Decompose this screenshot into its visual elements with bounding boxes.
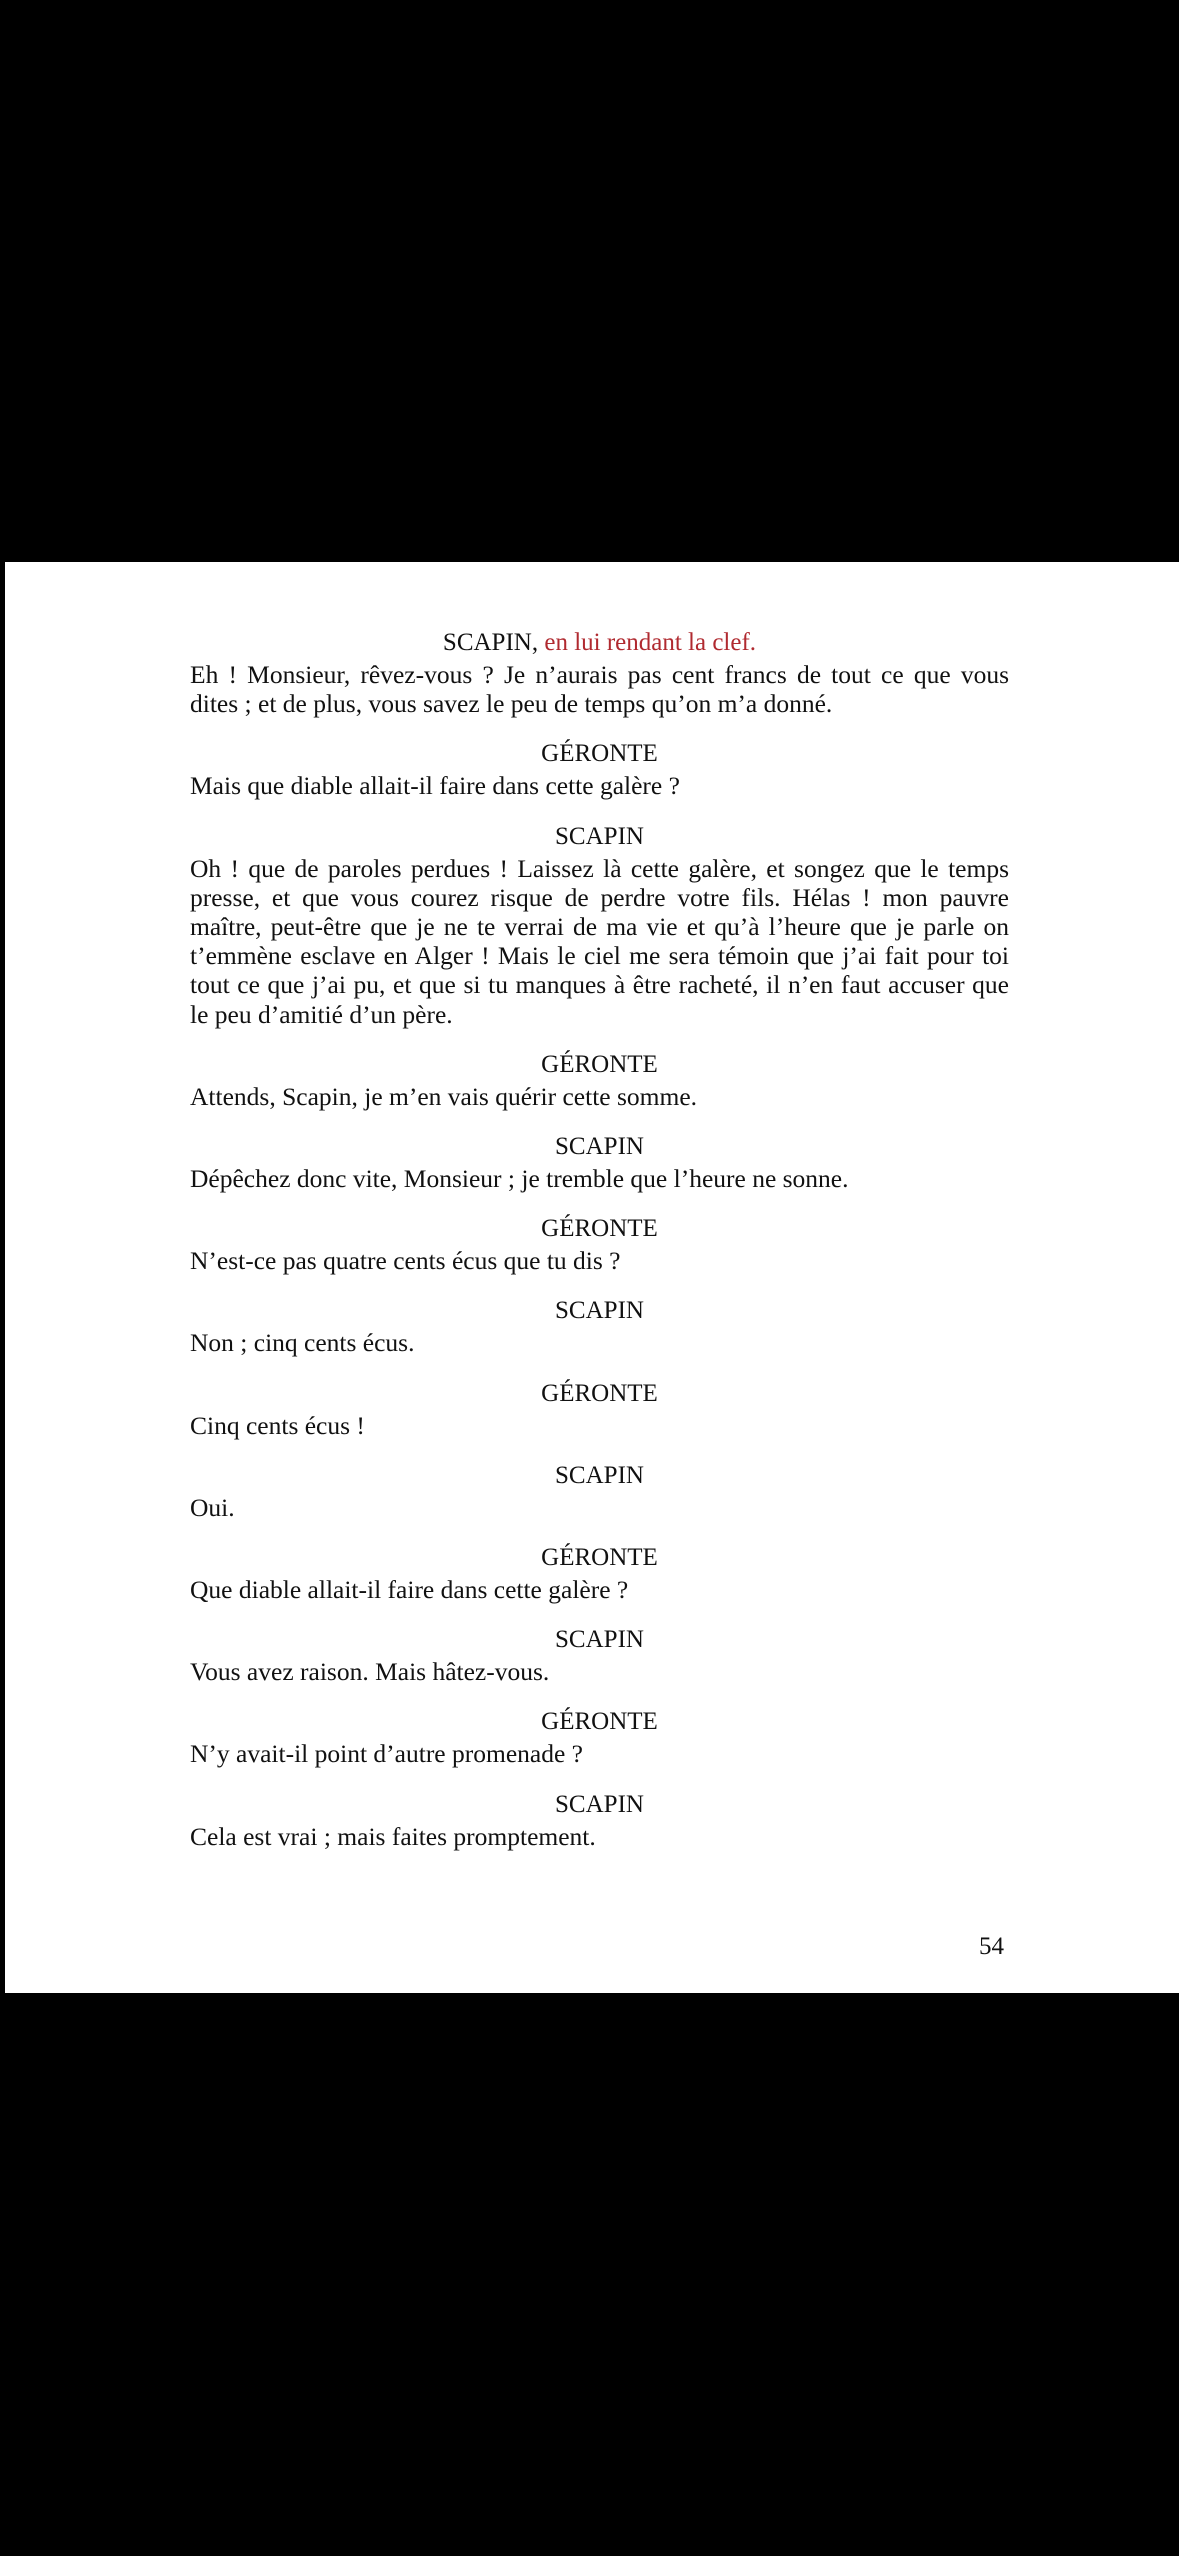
dialogue-block: [190, 739, 1009, 800]
dialogue-block: [190, 628, 1009, 718]
speaker-separator: ,: [531, 629, 545, 656]
dialogue-text: Attends, Scapin, je m’en vais quérir cette somme.: [190, 1081, 698, 1111]
page-number: 54: [979, 1933, 1004, 1960]
speaker-name: GÉRONTE: [541, 1544, 658, 1572]
dialogue-block: [190, 1132, 1009, 1193]
speaker-name: GÉRONTE: [541, 1050, 658, 1078]
dialogue-text: Cela est vrai ; mais faites promptement.: [190, 1821, 596, 1851]
speaker-name: SCAPIN: [555, 1297, 644, 1325]
dialogue-block: [190, 1790, 1009, 1851]
speaker-heading: [190, 628, 1009, 657]
book-page: [5, 562, 1179, 1993]
dialogue-block: [190, 1707, 1009, 1768]
dialogue-text: Oui.: [190, 1492, 235, 1522]
speaker-name: GÉRONTE: [541, 1708, 658, 1736]
dialogue-text: Non ; cinq cents écus.: [190, 1328, 415, 1358]
dialogue-text: Oh ! que de paroles perdues ! Laissez là cette galère, et songez que le temps presse, et que vous courez risque de perdre votre fils. Hélas ! mon pauvre maître, peut-être que je ne te verrai de ma vie et qu’à l’heure que je parle on t’emmène esclave en Alger ! Mais le ciel me sera témoin que j’ai fait pour toi tout ce que j’ai pu, et que si tu manques à être racheté, il n’en faut accuser que le peu d’amitié d’un père.: [190, 853, 1009, 1029]
dialogue-text: N’y avait-il point d’autre promenade ?: [190, 1739, 583, 1769]
speaker-name: SCAPIN: [555, 1626, 644, 1654]
dialogue-block: [190, 1296, 1009, 1357]
dialogue-block: [190, 1050, 1009, 1111]
dialogue-text: Dépêchez donc vite, Monsieur ; je tremble que l’heure ne sonne.: [190, 1164, 849, 1194]
dialogue-text: Eh ! Monsieur, rêvez-vous ? Je n’aurais pas cent francs de tout ce que vous dites ; et de plus, vous savez le peu de temps qu’on m’a donné.: [190, 660, 1009, 719]
dialogue-text: N’est-ce pas quatre cents écus que tu dis ?: [190, 1246, 621, 1276]
dialogue-block: [190, 1379, 1009, 1440]
speaker-name: SCAPIN: [442, 629, 532, 656]
speaker-name: GÉRONTE: [541, 1379, 658, 1407]
speaker-name: SCAPIN: [555, 1461, 644, 1489]
dialogue-text: Cinq cents écus !: [190, 1410, 365, 1440]
dialogue-block: [190, 1461, 1009, 1522]
speaker-name: GÉRONTE: [541, 1215, 658, 1243]
dialogue-block: [190, 1625, 1009, 1686]
speaker-name: SCAPIN: [555, 1133, 644, 1161]
dialogue-text: Vous avez raison. Mais hâtez-vous.: [190, 1657, 550, 1687]
dialogue-text: Que diable allait-il faire dans cette galère ?: [190, 1575, 629, 1605]
dialogue-block: [190, 822, 1009, 1029]
dialogue-column: [190, 628, 1009, 1872]
dialogue-text: Mais que diable allait-il faire dans cette galère ?: [190, 771, 680, 801]
speaker-name: SCAPIN: [555, 822, 644, 850]
speaker-name: SCAPIN: [555, 1790, 644, 1818]
speaker-name: GÉRONTE: [541, 740, 658, 768]
stage-direction: en lui rendant la clef.: [544, 629, 757, 656]
dialogue-block: [190, 1214, 1009, 1275]
dialogue-block: [190, 1543, 1009, 1604]
